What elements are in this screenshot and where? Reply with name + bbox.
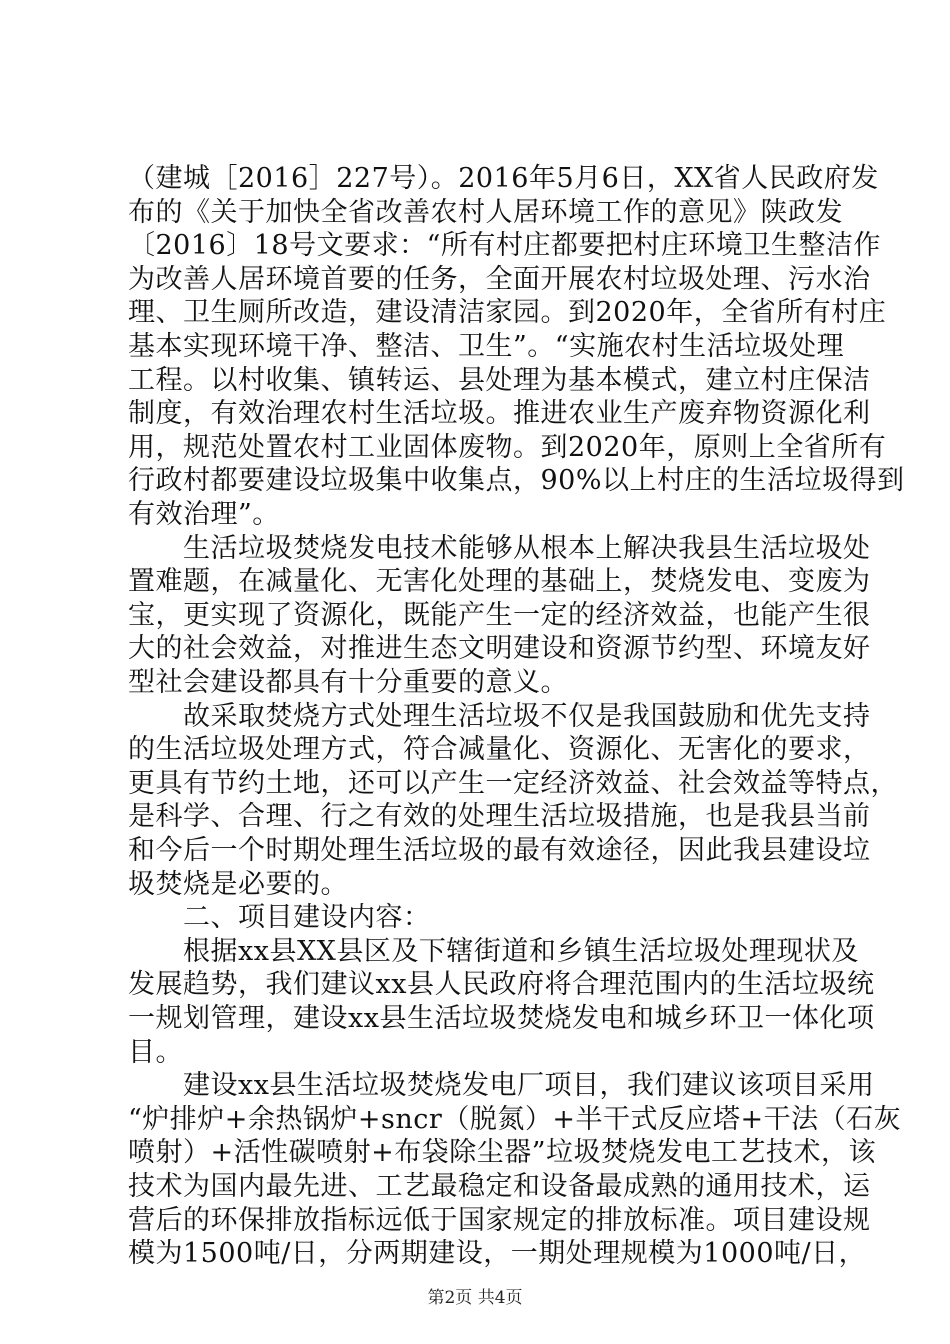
body-text-line: 一规划管理，建设xx县生活垃圾焚烧发电和城乡环卫一体化项 [128, 1003, 875, 1034]
section-heading: 二、项目建设内容： [128, 902, 431, 934]
body-text-line: 〔2016〕18号文要求：“所有村庄都要把村庄环境卫生整洁作 [128, 230, 881, 262]
body-text-line: 更具有节约土地，还可以产生一定经济效益、社会效益等特点， [128, 767, 898, 799]
body-text-line: 基本实现环境干净、整洁、卫生”。“实施农村生活垃圾处理 [128, 331, 845, 362]
body-text-line: 喷射）+活性碳喷射+布袋除尘器”垃圾焚烧发电工艺技术，该 [128, 1137, 877, 1169]
body-text-line: 营后的环保排放指标远低于国家规定的排放标准。项目建设规 [128, 1204, 871, 1236]
body-text-line: 根据xx县XX县区及下辖街道和乡镇生活垃圾处理现状及 [128, 935, 859, 967]
body-text-line: “炉排炉+余热锅炉+sncr（脱氮）+半干式反应塔+干法（石灰 [128, 1103, 902, 1135]
body-text-line: 工程。以村收集、镇转运、县处理为基本模式，建立村庄保洁 [128, 364, 871, 396]
body-text-line: 布的《关于加快全省改善农村人居环境工作的意见》陕政发 [128, 196, 843, 228]
body-text-line: 用，规范处置农村工业固体废物。到2020年，原则上全省所有 [128, 431, 887, 463]
body-text-line: 目。 [128, 1036, 183, 1068]
body-text-line: 的生活垃圾处理方式，符合减量化、资源化、无害化的要求， [128, 734, 871, 766]
body-text-line: 技术为国内最先进、工艺最稳定和设备最成熟的通用技术，运 [128, 1171, 871, 1202]
body-text-line: 宝，更实现了资源化，既能产生一定的经济效益，也能产生很 [128, 599, 871, 631]
body-text-line: 型社会建设都具有十分重要的意义。 [128, 667, 568, 698]
body-text-line: 为改善人居环境首要的任务，全面开展农村垃圾处理、污水治 [128, 263, 871, 295]
body-text-line: 建设xx县生活垃圾焚烧发电厂项目，我们建议该项目采用 [128, 1070, 875, 1102]
body-text-line: 行政村都要建设垃圾集中收集点，90%以上村庄的生活垃圾得到 [128, 465, 905, 497]
body-text-line: 模为1500吨/日，分两期建设，一期处理规模为1000吨/日， [128, 1238, 867, 1270]
body-text-line: 和今后一个时期处理生活垃圾的最有效途径，因此我县建设垃 [128, 835, 871, 866]
body-text-line: （建城［2016］227号）。2016年5月6日，XX省人民政府发 [128, 163, 879, 194]
body-text-line: 发展趋势，我们建议xx县人民政府将合理范围内的生活垃圾统 [128, 969, 875, 1001]
body-text-line: 圾焚烧是必要的。 [128, 868, 348, 900]
body-text-line: 大的社会效益，对推进生态文明建设和资源节约型、环境友好 [128, 633, 871, 665]
body-text-line: 置难题，在减量化、无害化处理的基础上，焚烧发电、变废为 [128, 566, 871, 598]
body-text-line: 是科学、合理、行之有效的处理生活垃圾措施，也是我县当前 [128, 801, 871, 833]
body-text-line: 生活垃圾焚烧发电技术能够从根本上解决我县生活垃圾处 [128, 532, 871, 564]
body-text-line: 有效治理”。 [128, 499, 280, 530]
body-text-line: 故采取焚烧方式处理生活垃圾不仅是我国鼓励和优先支持 [128, 700, 871, 732]
body-text-line: 理、卫生厕所改造，建设清洁家园。到2020年，全省所有村庄 [128, 297, 887, 329]
body-text-line: 制度，有效治理农村生活垃圾。推进农业生产废弃物资源化利 [128, 398, 871, 430]
page-number-footer: 第2页 共4页 [427, 1288, 523, 1308]
